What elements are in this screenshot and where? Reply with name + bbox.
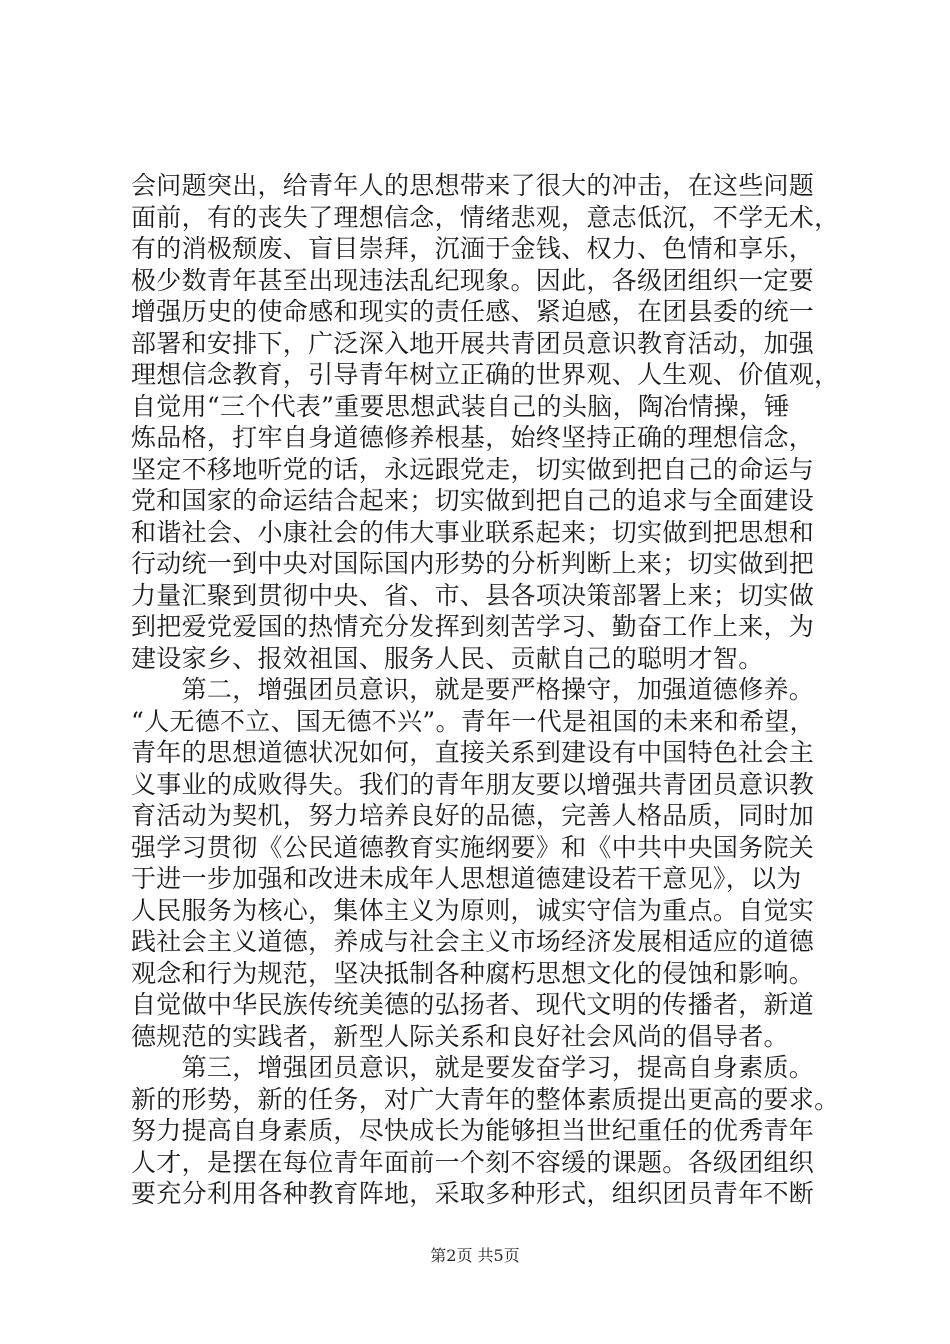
text-line: 新的形势，新的任务，对广大青年的整体素质提出更高的要求。 [131,1084,840,1114]
text-line: 行动统一到中央对国际国内形势的分析判断上来；切实做到把 [131,549,815,578]
text-line: 义事业的成败得失。我们的青年朋友要以增强共青团员意识教 [131,769,815,799]
text-line: 党和国家的命运结合起来；切实做到把自己的追求与全面建设 [131,486,815,515]
text-line: 自觉做中华民族传统美德的弘扬者、现代文明的传播者，新道 [131,990,815,1019]
text-line: 于进一步加强和改进未成年人思想道德建设若干意见》，以为 [131,864,802,893]
text-line: 炼品格，打牢自身道德修养根基，始终坚持正确的理想信念， [131,423,815,452]
text-line: 育活动为契机，努力培养良好的品德，完善人格品质，同时加 [131,801,815,830]
text-line: 自觉用“三个代表”重要思想武装自己的头脑，陶冶情操，锤 [131,391,790,421]
page-number-footer: 第2页 共5页 [430,1246,520,1265]
text-line: 要充分利用各种教育阵地，采取多种形式，组织团员青年不断 [131,1179,815,1208]
text-line: 建设家乡、报效祖国、服务人民、贡献自己的聪明才智。 [131,643,764,673]
text-line: 努力提高自身素质，尽快成长为能够担当世纪重任的优秀青年 [131,1116,815,1145]
text-line: 会问题突出，给青年人的思想带来了很大的冲击，在这些问题 [131,171,815,200]
text-line: 强学习贯彻《公民道德教育实施纲要》和《中共中央国务院关 [131,832,815,862]
text-line: 力量汇聚到贯彻中央、省、市、县各项决策部署上来；切实做 [131,580,815,610]
text-line: “人无德不立、国无德不兴”。青年一代是祖国的未来和希望， [131,706,815,736]
text-line: 有的消极颓废、盲目崇拜，沉湎于金钱、权力、色情和享乐， [131,234,815,263]
document-body [131,170,840,1210]
text-line: 人民服务为核心，集体主义为原则，诚实守信为重点。自觉实 [131,895,815,925]
text-line: 践社会主义道德，养成与社会主义市场经济发展相适应的道德 [131,927,815,956]
text-line: 增强历史的使命感和现实的责任感、紧迫感，在团县委的统一 [131,297,815,326]
text-line: 部署和安排下，广泛深入地开展共青团员意识教育活动，加强 [131,328,815,358]
text-line: 面前，有的丧失了理想信念，情绪悲观，意志低沉，不学无术， [131,202,840,232]
text-line: 极少数青年甚至出现违法乱纪现象。因此，各级团组织一定要 [131,265,815,295]
paragraph-start-line: 第三，增强团员意识，就是要发奋学习，提高自身素质。 [131,1053,815,1082]
text-line: 坚定不移地听党的话，永远跟党走，切实做到把自己的命运与 [131,454,815,484]
text-line: 人才，是摆在每位青年面前一个刻不容缓的课题。各级团组织 [131,1147,815,1177]
text-line: 到把爱党爱国的热情充分发挥到刻苦学习、勤奋工作上来，为 [131,612,815,641]
paragraph-start-line: 第二，增强团员意识，就是要严格操守，加强道德修养。 [131,675,815,704]
text-line: 青年的思想道德状况如何，直接关系到建设有中国特色社会主 [131,738,815,767]
text-line: 观念和行为规范，坚决抵制各种腐朽思想文化的侵蚀和影响。 [131,958,815,988]
text-line: 德规范的实践者，新型人际关系和良好社会风尚的倡导者。 [131,1021,789,1051]
text-line: 和谐社会、小康社会的伟大事业联系起来；切实做到把思想和 [131,517,815,547]
text-line: 理想信念教育，引导青年树立正确的世界观、人生观、价值观， [131,360,840,389]
